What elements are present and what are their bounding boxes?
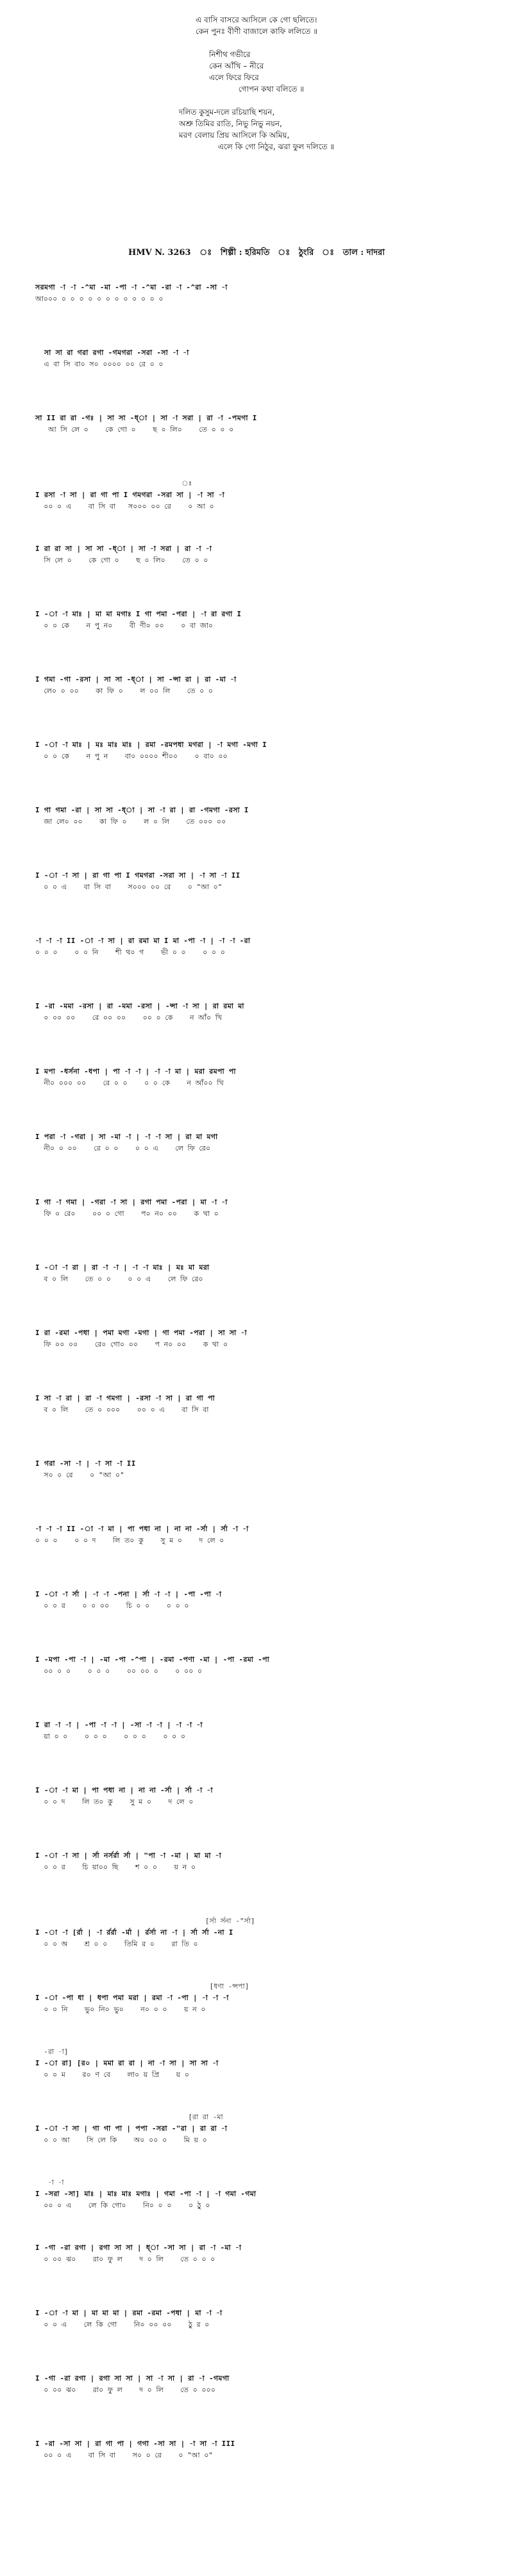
lyric-line: দলিত কুসুম-দলে রচিয়াছি শয়ন,: [178, 108, 275, 117]
notation-block: [35, 805, 484, 828]
swara-row: সা সা রা গরা রগা -গমগরা -সরা -সা -া -া: [35, 349, 189, 357]
swara-row: I -া -া সা | রা গা পা I গমগরা -সরা সা | -া সা -া II: [35, 871, 240, 880]
swara-row: I -া রা] [র০ | মমা রা রা | না -া সা | সা সা -া: [35, 2059, 219, 2067]
lyric-syllables-row: স০ ০ রে ০ "আ ০": [35, 1471, 124, 1479]
swara-row: I -া -া রা | রা -া -া | -া -া মাঃ | মঃ মা মরা: [35, 1263, 210, 1272]
swara-row: I -া -া মাঃ | মা মা মগাঃ I গা পমা -পরা | -া রা রগা I: [35, 610, 242, 618]
notation-block: [35, 1785, 484, 1808]
lyric-syllables-row: ০ ০ এ লে কি গো নি০ ০০ ০০ ঠু র ০: [35, 2320, 210, 2329]
notation-block: [35, 282, 484, 305]
lyric-syllables-row: ০ ০০ ০০ রে ০০ ০০ ০০ ০ কে ন আঁ০ খি: [35, 1013, 223, 1022]
swara-row: I -মপা -পা -া | -মা -পা -^পা | -রমা -পণা -মা | -পা -রমা -পা: [35, 1655, 270, 1664]
lyric-syllables-row: ০ ০ ০ ০ ০ দ লি ত০ কু সু ম ০ দ লে ০: [35, 1536, 224, 1545]
lyric-line: মরণ বেলায় প্রিয় আসিলে কি অমিয়,: [178, 131, 290, 140]
swara-row: I -গা -রা রগা | রগা সা সা | সা -া সা | রা -া -গমগা: [35, 2374, 230, 2383]
swara-row: I -রা -মমা -রসা | রা -মমা -রসা | -ন্সা -া সা | রা রমা মা: [35, 1002, 244, 1010]
swara-row: I রসা -া সা | রা গা পা I গমগরা -সরা সা | -া সা -া: [35, 491, 225, 499]
lyric-syllables-row: লে০ ০ ০০ কা ফি ০ ল ০০ লি তে ০ ০: [35, 687, 214, 695]
notation-block: [35, 2046, 484, 2081]
annotation-row: -রা -া]: [35, 2047, 69, 2056]
swara-row: I -া -া সা | র্সা নর্সর্রা র্সা | "পা -া -মা | মা মা -া: [35, 1851, 222, 1860]
swara-row: I -রা -সা সা | রা গা পা | গগা -সা সা | -া সা -া III: [35, 2440, 235, 2448]
lyric-syllables-row: ব ০ লি তে ০ ০ ০ ০ এ লে ফি রে০: [35, 1275, 203, 1283]
notation-block: [35, 1589, 484, 1612]
lyrics: [0, 14, 513, 164]
notation-block: [35, 2308, 484, 2331]
lyrics-stanza-1: [196, 14, 317, 37]
separator: ঃ: [199, 248, 212, 258]
swara-row: I -া -া সা | গা গা পা | পপা -সরা -"রা | রা রা -া: [35, 2124, 228, 2133]
lyric-syllables-row: ফি ০ রে০ ০০ ০ গো প০ ন০ ০০ ক থা ০: [35, 1210, 219, 1218]
swara-row: I -গা -রা রগা | রগা সা সা | ধ্া -সা সা | রা -া -মা -া: [35, 2244, 242, 2252]
annotation-row: -া -া: [35, 2178, 64, 2186]
lyric-syllables-row: ০ ০ র চি য়া০০ ছি শ ০ ০ য় ন ০: [35, 1863, 196, 1871]
lyric-syllables-row: ০ ০ কে ন পু ন বা০ ০০০০ শী০০ ০ বা০ ০০: [35, 752, 228, 760]
lyric-line: নিশীথ গভীরে: [208, 50, 251, 59]
swara-row: I -া -া [র্রা | -া র্রর্রা -র্মা | র্রর্সা না -া | র্সা র্সা -না I: [35, 1928, 233, 1937]
notation-block: [35, 1654, 484, 1677]
record-number: HMV N. 3263: [128, 248, 191, 258]
notation-block: [35, 739, 484, 762]
lyric-syllables-row: ০০ ০ এ বা সি বা স০ ০ রে ০ "আ ০": [35, 2451, 214, 2459]
lyric-line: অশ্রু তিমির রাতি, নিভু নিভু নয়ন,: [178, 119, 282, 128]
song-header: [0, 247, 513, 260]
lyric-line: গোপন কথা বলিতে ॥: [208, 85, 305, 94]
lyric-line: কেন আঁখি – নীরে: [208, 62, 264, 70]
lyric-syllables-row: ০ ০ নি ভু০ নি০ ভু০ ন০ ০ ০ য় ন ০: [35, 2005, 206, 2014]
swara-row: I -া -পা ধা | ধপা পমা মরা | রমা -া -পা | -া -া -া: [35, 1994, 229, 2002]
notation-block: [35, 2438, 484, 2461]
notation-block: [35, 413, 484, 436]
swara-row: I রা -া -া | -পা -া -া | -সা -া -া | -া -া -া: [35, 1721, 203, 1729]
lyric-syllables-row: আ০০০ ০ ০ ০ ০ ০ ০ ০ ০ ০ ০ ০ ০: [35, 295, 164, 303]
lyric-line: এলে কি গো নিঠুর, ঝরা ফুল দলিতে ॥: [178, 142, 335, 151]
swara-row: I গমা -গা -রসা | সা সা -ধ্া | সা -ন্সা রা | রা -মা -া: [35, 675, 237, 684]
swara-row: I -া -া মা | মা মা মা | রমা -রমা -পধা | মা -া -া: [35, 2309, 223, 2317]
notation-block: [35, 2177, 484, 2211]
notation-block: [35, 2373, 484, 2396]
notation-block: [35, 870, 484, 893]
swara-row: I রা রা সা | সা সা -ধ্া | সা -া সরা | রা -া -া: [35, 545, 212, 553]
notation-block: [35, 1131, 484, 1154]
swara-row: I মপা -ধর্সনা -ধপা | পা -া -া | -া -া মা | মরা রমপা পা: [35, 1067, 236, 1076]
notation-block: [35, 1262, 484, 1285]
notation-block: [35, 1001, 484, 1024]
notation-block: [35, 935, 484, 958]
notation-block: [35, 1458, 484, 1481]
notation-block: [35, 1981, 484, 2015]
lyric-syllables-row: ০০ ০ এ লে কি গো০ নি০ ০ ০ ০ ঠু ০: [35, 2201, 210, 2210]
swara-row: I -সরা -সা] মাঃ | মাঃ মাঃ মগাঃ | গমা -পা -া | -া গমা -গমা: [35, 2190, 256, 2198]
lyric-syllables-row: ০ ০ র ০ ০ ০০ চি ০ ০ ০ ০ ০: [35, 1602, 189, 1610]
notation-block: [35, 347, 484, 370]
lyric-syllables-row: ০ ০০ ঝ০ রা০ ফু ল দ ০ লি তে ০ ০০০: [35, 2386, 215, 2394]
artist: শিল্পী : হরিমতি: [220, 248, 270, 258]
lyric-syllables-row: ০০ ০ এ বা সি বা স০০০ ০০ রে ০ আ ০: [35, 502, 214, 511]
lyrics-stanza-2: [209, 49, 304, 95]
notation-block: [35, 1523, 484, 1546]
lyric-syllables-row: ০ ০ আ সি লে কি অ০ ০০ ০ মি য় ০: [35, 2136, 207, 2144]
lyrics-stanza-3: [179, 106, 334, 152]
swara-row: I রা -রমা -পধা | পমা মগা -মগা | গা পমা -পরা | সা সা -া: [35, 1329, 247, 1337]
notation-block: [35, 1850, 484, 1873]
notation-block: [35, 609, 484, 632]
lyric-syllables-row: ০ ০ অ শ্র ০ ০ তিমি র ০ রা তি ০: [35, 1940, 198, 1948]
swara-row: I -া -া র্সা | -া -া -পনা | র্সা -া -া | -পা -পা -া: [35, 1590, 222, 1598]
lyric-line: কেন পুনঃ বীণী বাজালে কাফি ললিতে ॥: [196, 27, 317, 36]
notation-block: [35, 2112, 484, 2146]
notation-block: [35, 1916, 484, 1950]
lyric-syllables-row: নী০ ০ ০০ রে ০ ০ ০ ০ এ লে ফি রে০: [35, 1144, 211, 1153]
notation-block: [35, 1393, 484, 1416]
tala: তাল : দাদরা: [342, 248, 385, 258]
lyric-syllables-row: ০ ০ এ বা সি বা স০০০ ০০ রে ০ "আ ০": [35, 883, 223, 891]
swara-row: I গা গমা -রা | সা সা -ধ্া | সা -া রা | রা -গমগা -রসা I: [35, 806, 249, 814]
annotation-row: [র্সা র্সনা -"র্সা]: [35, 1917, 255, 1925]
swara-row: I -া -া মা | পা পধা না | না না -র্সা | র্সা -া -া: [35, 1786, 213, 1794]
lyric-syllables-row: এ বা সি বা০ স০ ০০০০ ০০ রে ০ ০: [35, 360, 164, 368]
notation-block: [35, 1327, 484, 1350]
swara-row: I সা -া রা | রা -া গমগা | -রসা -া সা | রা গা পা: [35, 1394, 215, 1402]
lyric-line: এলে ফিরে ফিরে: [208, 73, 259, 82]
swara-row: I গরা -সা -া | -া সা -া II: [35, 1459, 136, 1468]
swara-row: I -া -া মাঃ | মঃ মাঃ মাঃ | রমা -রমপধা মগরা | -া মগা -মগা I: [35, 741, 267, 749]
lyric-syllables-row: ফি ০০ ০০ রে০ গো০ ০০ প ন০ ০০ ক থা ০: [35, 1340, 228, 1349]
notation-block: [35, 1197, 484, 1220]
notation-block: [35, 674, 484, 697]
raga: ঠুংরি: [298, 248, 314, 258]
lyric-syllables-row: নী০ ০০০ ০০ রে ০ ০ ০ ০ কে ন আঁ০০ খি: [35, 1079, 224, 1087]
lyric-syllables-row: ০০ ০ ০ ০ ০ ০ ০০ ০০ ০ ০ ০০ ০: [35, 1667, 203, 1675]
swara-row: সা II রা রা -গঃ | সা সা -ধ্া | সা -া সরা | রা -া -পমগা I: [35, 414, 257, 422]
lyric-syllables-row: আ সি লে ০ কে গো ০ ছ ০ লি০ তে ০ ০ ০: [35, 425, 234, 434]
swara-row: I পরা -া -গরা | সা -মা -া | -া -া সা | রা মা মগা: [35, 1133, 218, 1141]
lyric-syllables-row: ০ ০ কে ন পু ন০ বী ণী০ ০০ ০ বা জা০: [35, 621, 214, 630]
notation-block: [35, 1066, 484, 1089]
notation-block: [35, 2242, 484, 2265]
annotation-row: ঃ: [35, 479, 192, 488]
lyric-syllables-row: ০ ০ দ লি ত০ কু সু ম ০ দ লে ০: [35, 1798, 194, 1806]
swara-row: -া -া -া II -া -া সা | রা রমা মা I মা -পা -া | -া -া -রা: [35, 937, 251, 945]
annotation-row: [রা রা -মা: [35, 2113, 223, 2121]
swara-row: -া -া -া II -া -া মা | পা পধা না | না না -র্সা | র্সা -া -া: [35, 1525, 249, 1533]
lyric-line: এ বাসি বাসরে আসিলে কে গো ছলিতে।: [196, 15, 317, 24]
swara-row: I গা -া গমা | -গরা -া সা | রগা পমা -পরা | মা -া -া: [35, 1198, 228, 1206]
swara-row: সরমগা -া -া -^মা -মা -পা -া -^মা -রা -া -^রা -সা -া: [35, 283, 228, 291]
annotation-row: [ধণা -ন্সপা]: [35, 1982, 249, 1990]
lyric-syllables-row: সি লে ০ কে গো ০ ছ ০ লি০ তে ০ ০: [35, 556, 208, 564]
notation-block: [35, 543, 484, 566]
lyric-syllables-row: ০ ০ ম র০ ণ বে লা০ য় প্রি য় ০: [35, 2071, 189, 2079]
lyric-syllables-row: ব ০ লি তে ০ ০০০ ০০ ০ এ বা সি বা: [35, 1406, 209, 1414]
lyric-syllables-row: জা লে০ ০০ কা ফি ০ ল ০ লি তে ০০০ ০০: [35, 817, 226, 826]
lyric-syllables-row: ০ ০০ ঝ০ রা০ ফু ল দ ০ লি তে ০ ০ ০: [35, 2255, 215, 2263]
notation-block: [35, 478, 484, 513]
lyric-syllables-row: ০ ০ ০ ০ ০ নি শী থ০ গ ভী ০ ০ ০ ০ ০: [35, 948, 225, 956]
notation-block: [35, 1719, 484, 1743]
lyric-syllables-row: য়া ০ ০ ০ ০ ০ ০ ০ ০ ০ ০ ০: [35, 1732, 186, 1741]
